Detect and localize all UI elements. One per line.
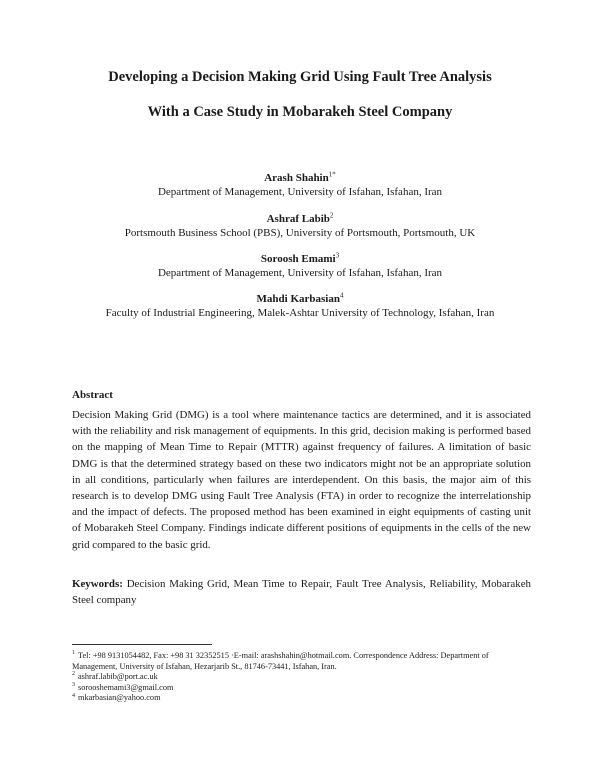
keywords — [72, 576, 531, 608]
footnotes — [72, 651, 532, 704]
author-mark: 2 — [329, 211, 334, 220]
author-block — [40, 292, 560, 320]
abstract-text: Decision Making Grid (DMG) is a tool where maintenance tactics are determined, and it is associated with the reliability and risk management of equipments. In this grid, decision making is performed based on the mapping of Mean Time to Repair (MTTR) against frequency of failures. A limitation of basic DMG is that the determined strategy based on these two indicators might not be an appropriate solution in all conditions, particularly when failures are interdependent. On this basis, the major aim of this research is to develop DMG using Fault Tree Analysis (FTA) in order to recognize the interrelationship and the impact of defects. The proposed method has been examined in eight equipments of casting unit of Mobarakeh Steel Company. Findings indicate different positions of equipments in the cells of the new grid compared to the basic grid. — [72, 409, 531, 551]
footnote-text: sorooshemami3@gmail.com — [78, 682, 174, 692]
author-block — [40, 252, 560, 280]
footnote-text: mkarbasian@yahoo.com — [78, 693, 161, 703]
paper-title-line-1: Developing a Decision Making Grid Using Fault Tree Analysis — [108, 69, 492, 85]
author-name: Arash Shahin$^{1*}$ — [264, 170, 336, 184]
footnote — [72, 683, 532, 694]
footnote-divider — [72, 644, 212, 645]
author-affiliation: Department of Management, University of Isfahan, Isfahan, Iran — [157, 267, 443, 279]
footnote — [72, 693, 532, 704]
author-name: Ashraf Labib$^2$ — [266, 211, 334, 225]
keywords-label: Keywords: — [72, 578, 123, 590]
author-block — [40, 171, 560, 199]
author-affiliation: Department of Management, University of Isfahan, Isfahan, Iran — [157, 186, 443, 198]
keywords-text: Decision Making Grid, Mean Time to Repair, Fault Tree Analysis, Reliability, Mobarakeh Steel company — [72, 578, 531, 607]
author-mark: 3 — [335, 251, 340, 260]
author-affiliation: Portsmouth Business School (PBS), University of Portsmouth, Portsmouth, UK — [124, 227, 476, 239]
author-mark: 4 — [339, 291, 344, 300]
footnote — [72, 651, 532, 672]
footnote — [72, 672, 532, 683]
footnote-mark: 4 — [72, 692, 75, 699]
author-affiliation: Faculty of Industrial Engineering, Malek-Ashtar University of Technology, Isfahan, Iran — [105, 307, 495, 319]
footnote-mark: 2 — [72, 671, 75, 678]
footnote-text: ashraf.labib@port.ac.uk — [78, 672, 158, 682]
paper-title-line-2: With a Case Study in Mobarakeh Steel Company — [147, 104, 453, 120]
author-name: Mahdi Karbasian$^4$ — [256, 291, 344, 305]
abstract-heading: Abstract — [72, 389, 113, 401]
author-block — [40, 212, 560, 240]
footnote-text: Tel: +98 9131054482, Fax: +98 31 32352515 ·E-mail: arashshahin@hotmail.com. Correspondence Address: Department of Management, University of Isfahan, Hezarjarib St., 81746-73441, Isfahan, Iran. — [72, 651, 489, 671]
footnote-mark: 1 — [72, 650, 75, 657]
footnote-mark: 3 — [72, 682, 75, 689]
author-name: Soroosh Emami$^3$ — [260, 251, 340, 265]
author-mark: 1* — [328, 170, 336, 179]
